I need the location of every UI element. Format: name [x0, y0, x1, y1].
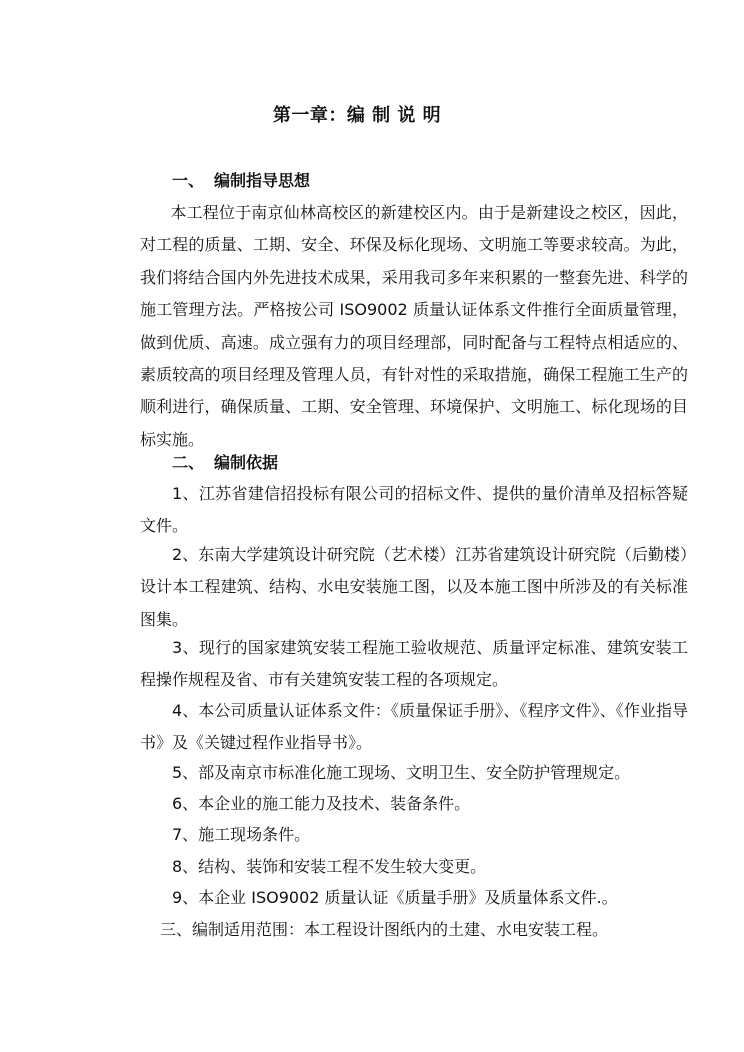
section-heading-guiding-principles — [172, 169, 310, 193]
scope-of-application: 三、编制适用范围：本工程设计图纸内的土建、水电安装工程。 — [160, 920, 609, 939]
section-title: 编制依据 — [214, 453, 279, 472]
basis-item-6: 6、本企业的施工能力及技术、装备条件。 — [172, 794, 471, 813]
section-heading-basis — [172, 451, 278, 475]
basis-item-7: 7、施工现场条件。 — [172, 825, 311, 844]
section-number: 一、 — [172, 171, 205, 190]
basis-item-5: 5、部及南京市标准化施工现场、文明卫生、安全防护管理规定。 — [172, 763, 631, 782]
basis-item-8: 8、结构、装饰和安装工程不发生较大变更。 — [172, 857, 487, 876]
guiding-principles-paragraph: 本工程位于南京仙林高校区的新建校区内。由于是新建设之校区，因此，对工程的质量、工期、安全、环保及标化现场、文明施工等要求较高。为此，我们将结合国内外先进技术成果，采用我司多年来积累的一整套先进、科学的施工管理方法。严格按公司 ISO9002 质量认证体系文件推行全面质量管理，做到优质、高速。成立强有力的项目经理部，同时配备与工程特点相适应的、素质较高的项目经理及管理人员，有针对性的采取措施，确保工程施工生产的顺利进行，确保质量、工期、安全管理、环境保护、文明施工、标化现场的目标实施。 — [140, 203, 688, 449]
basis-item-9: 9、本企业 ISO9002 质量认证《质量手册》及质量体系文件.。 — [172, 888, 618, 907]
basis-item-1: 1、江苏省建信招投标有限公司的招标文件、提供的量价清单及招标答疑文件。 — [140, 484, 688, 536]
section-number: 二、 — [172, 453, 205, 472]
basis-item-3: 3、现行的国家建筑安装工程施工验收规范、质量评定标准、建筑安装工程操作规程及省、市有关建筑安装工程的各项规定。 — [140, 638, 688, 690]
basis-item-2: 2、东南大学建筑设计研究院（艺术楼）江苏省建筑设计研究院（后勤楼）设计本工程建筑、结构、水电安装施工图，以及本施工图中所涉及的有关标准图集。 — [140, 545, 688, 629]
basis-item-4: 4、本公司质量认证体系文件：《质量保证手册》、《程序文件》、《作业指导书》及《关键过程作业指导书》。 — [140, 701, 688, 753]
section-title: 编制指导思想 — [214, 171, 311, 190]
chapter-title: 第一章：编 制 说 明 — [272, 105, 442, 126]
